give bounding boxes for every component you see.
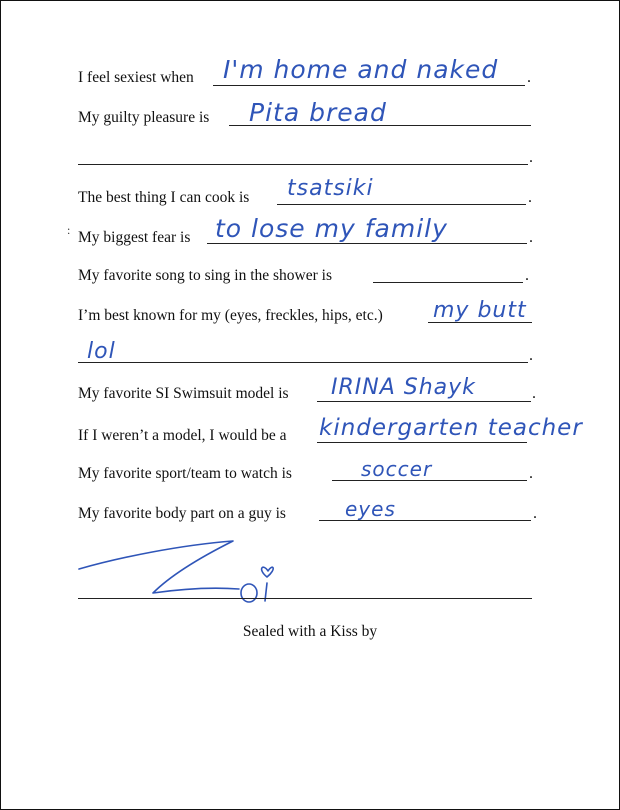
prompt-si-model: My favorite SI Swimsuit model is [78,385,289,402]
answer-sport-team: soccer [361,457,433,481]
period: . [525,267,529,284]
period: . [527,69,531,86]
closing-text: Sealed with a Kiss by [242,623,378,640]
prompt-best-known: I’m best known for my (eyes, freckles, hips, etc.) [78,307,383,324]
signature-line [78,598,532,599]
answer-line [317,401,531,402]
answer-guilty-pleasure: Pita bread [249,98,387,127]
period: . [529,229,533,246]
period: . [529,149,533,166]
prompt-guilty-pleasure: My guilty pleasure is [78,109,210,126]
answer-best-cook: tsatsiki [287,176,374,201]
answer-line [373,282,523,283]
answer-sexiest: I'm home and naked [223,55,499,84]
answer-line [277,204,526,205]
period: . [529,347,533,364]
answer-line-continuation [78,164,528,165]
period: . [533,505,537,522]
answer-biggest-fear: to lose my family [215,214,448,243]
answer-not-model: kindergarten teacher [319,415,583,441]
answer-line-continuation [78,362,528,363]
prompt-sexiest: I feel sexiest when [78,69,194,86]
prompt-biggest-fear: My biggest fear is [78,229,191,246]
prompt-sport-team: My favorite sport/team to watch is [78,465,292,482]
answer-line [213,85,525,86]
prompt-shower-song: My favorite song to sing in the shower is [78,267,333,284]
period: . [529,465,533,482]
prompt-not-model: If I weren’t a model, I would be a [78,427,287,444]
prompt-body-part: My favorite body part on a guy is [78,505,286,522]
answer-line [207,243,527,244]
answer-line [317,442,527,443]
answer-body-part: eyes [345,497,396,521]
period: . [528,189,532,206]
answer-best-known: my butt [433,298,527,323]
signature [71,537,291,607]
answer-best-known-cont: lol [87,339,116,364]
period: . [532,385,536,402]
prompt-best-cook: The best thing I can cook is [78,189,250,206]
stray-mark: : [67,223,71,237]
answer-si-model: IRINA Shayk [331,375,476,400]
